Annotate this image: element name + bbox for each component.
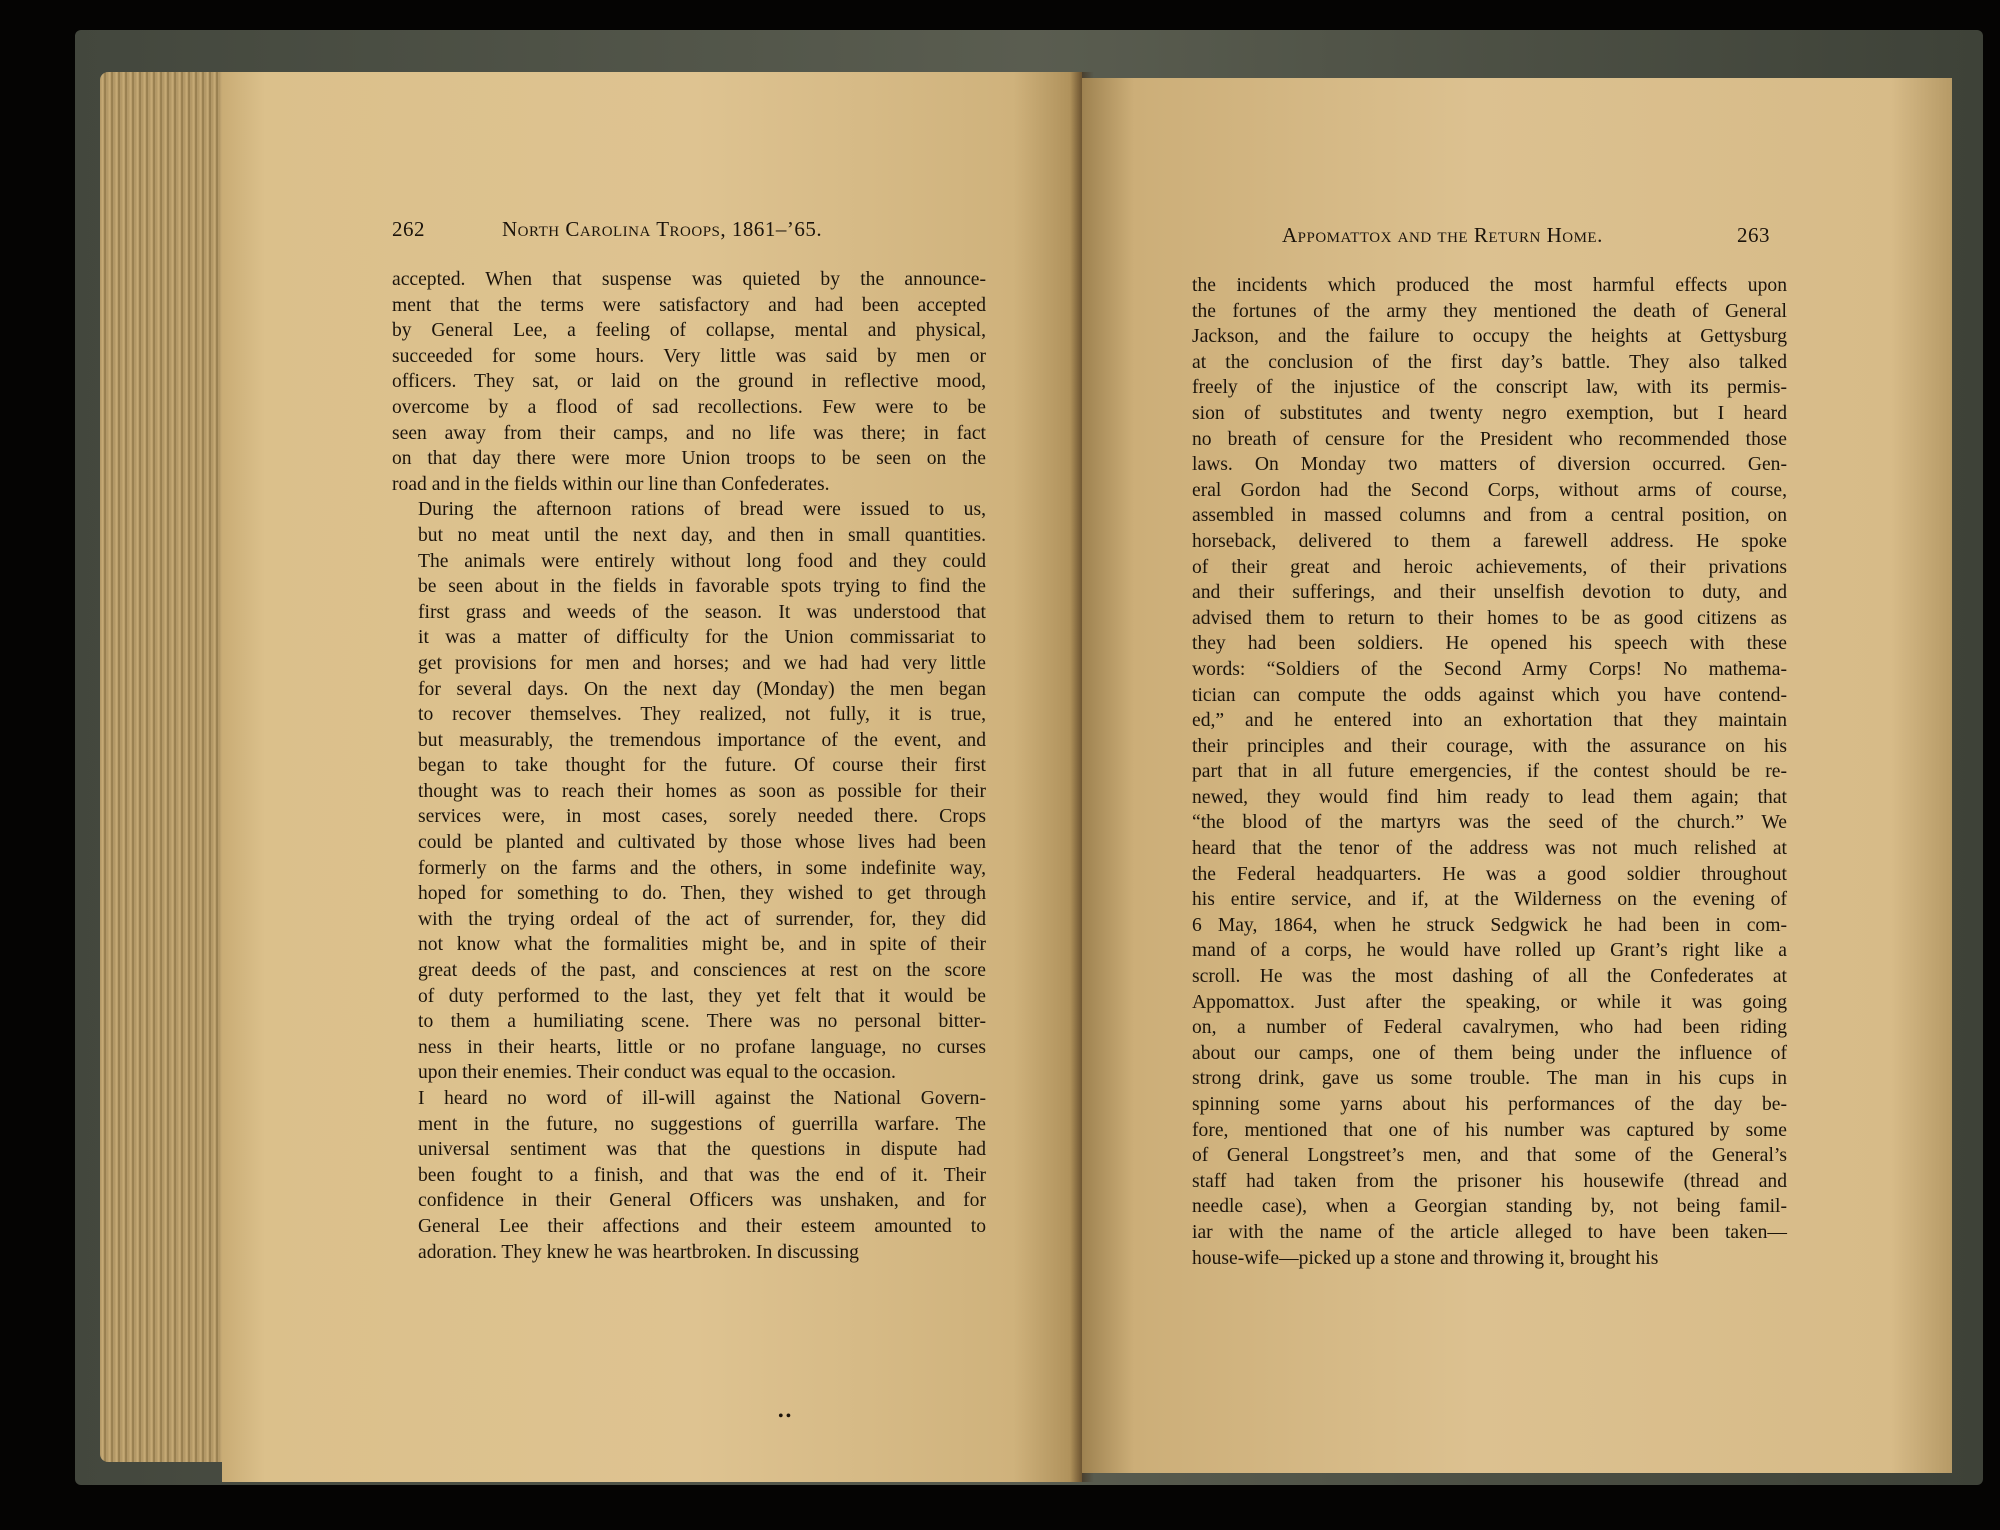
text-line: hoped for something to do. Then, they wished to get through	[418, 883, 986, 905]
text-line: 6 May, 1864, when he struck Sedgwick he had been in com-	[1192, 914, 1787, 936]
paragraph	[1192, 273, 1787, 1271]
text-line: fore, mentioned that one of his number was captured by some	[1192, 1119, 1787, 1141]
right-page-number: 263	[1737, 223, 1770, 247]
text-line: the Federal headquarters. He was a good soldier throughout	[1192, 863, 1787, 885]
text-line: staff had taken from the prisoner his housewife (thread and	[1192, 1170, 1787, 1192]
text-line: could be planted and cultivated by those whose lives had been	[418, 832, 986, 854]
text-line: their principles and their courage, with the assurance on his	[1192, 735, 1787, 757]
paragraph	[392, 267, 986, 497]
text-line: confidence in their General Officers was unshaken, and for	[418, 1190, 986, 1212]
text-line: The animals were entirely without long food and they could	[418, 550, 986, 572]
page-footer-mark: ••	[778, 1408, 794, 1425]
text-line: Jackson, and the failure to occupy the heights at Gettysburg	[1192, 326, 1787, 348]
text-line: began to take thought for the future. Of course their first	[418, 755, 986, 777]
text-line: formerly on the farms and the others, in some indefinite way,	[418, 857, 986, 879]
text-line: freely of the injustice of the conscript law, with its permis-	[1192, 377, 1787, 399]
right-page-text	[1192, 273, 1787, 1271]
text-line: but no meat until the next day, and then in small quantities.	[418, 524, 986, 546]
text-line: ment that the terms were satisfactory and had been accepted	[392, 294, 986, 316]
text-line: upon their enemies. Their conduct was equal to the occasion.	[418, 1062, 896, 1084]
text-line: they had been soldiers. He opened his speech with these	[1192, 633, 1787, 655]
page-edges	[100, 72, 230, 1462]
text-line: by General Lee, a feeling of collapse, mental and physical,	[392, 320, 986, 342]
text-line: on that day there were more Union troops to be seen on the	[392, 448, 986, 470]
text-line: for several days. On the next day (Monday) the men began	[418, 678, 986, 700]
text-line: During the afternoon rations of bread were issued to us,	[418, 499, 986, 521]
left-running-title: North Carolina Troops, 1861–’65.	[502, 217, 823, 241]
text-line: I heard no word of ill-will against the National Govern-	[418, 1088, 986, 1109]
text-line: ness in their hearts, little or no profane language, no curses	[418, 1036, 986, 1058]
text-line: eral Gordon had the Second Corps, without arms of course,	[1192, 479, 1787, 501]
text-line: iar with the name of the article alleged to have been taken—	[1192, 1221, 1787, 1243]
left-page-text	[392, 267, 986, 1265]
text-line: succeeded for some hours. Very little was said by men or	[392, 345, 986, 367]
text-line: mand of a corps, he would have rolled up Grant’s right like a	[1192, 940, 1787, 962]
text-line: it was a matter of difficulty for the Union commissariat to	[418, 627, 986, 649]
left-page	[222, 72, 1082, 1482]
text-line: great deeds of the past, and consciences at rest on the score	[418, 960, 986, 982]
text-line: at the conclusion of the first day’s battle. They also talked	[1192, 351, 1787, 373]
text-line: thought was to reach their homes as soon as possible for their	[418, 780, 986, 802]
text-line: no breath of censure for the President who recommended those	[1192, 428, 1787, 450]
text-line: General Lee their affections and their esteem amounted to	[418, 1215, 986, 1237]
text-line: universal sentiment was that the questions in dispute had	[418, 1139, 986, 1161]
right-running-title: Appomattox and the Return Home.	[1282, 223, 1603, 247]
text-line: sion of substitutes and twenty negro exemption, but I heard	[1192, 402, 1787, 424]
text-line: needle case), when a Georgian standing by, not being famil-	[1192, 1196, 1787, 1218]
text-line: but measurably, the tremendous importance of the event, and	[418, 729, 986, 751]
text-line: Appomattox. Just after the speaking, or while it was going	[1192, 991, 1787, 1013]
text-line: road and in the fields within our line than Confederates.	[392, 473, 830, 495]
text-line: services were, in most cases, sorely needed there. Crops	[418, 806, 986, 828]
text-line: advised them to return to their homes to be as good citizens as	[1192, 607, 1787, 629]
text-line: with the trying ordeal of the act of surrender, for, they did	[418, 908, 986, 930]
text-line: be seen about in the fields in favorable spots trying to find the	[418, 576, 986, 598]
text-line: laws. On Monday two matters of diversion occurred. Gen-	[1192, 454, 1787, 476]
paragraph	[392, 497, 986, 1086]
text-line: house-wife—picked up a stone and throwing it, brought his	[1192, 1247, 1659, 1269]
text-line: accepted. When that suspense was quieted by the announce-	[392, 269, 986, 290]
text-line: of General Longstreet’s men, and that some of the General’s	[1192, 1145, 1787, 1167]
text-line: of duty performed to the last, they yet felt that it would be	[418, 985, 986, 1007]
text-line: first grass and weeds of the season. It was understood that	[418, 601, 986, 623]
text-line: seen away from their camps, and no life was there; in fact	[392, 422, 986, 444]
text-line: tician can compute the odds against which you have contend-	[1192, 684, 1787, 706]
left-page-number: 262	[392, 217, 425, 241]
text-line: about our camps, one of them being under the influence of	[1192, 1042, 1787, 1064]
text-line: ment in the future, no suggestions of guerrilla warfare. The	[418, 1113, 986, 1135]
text-line: spinning some yarns about his performances of the day be-	[1192, 1094, 1787, 1115]
text-line: not know what the formalities might be, and in spite of their	[418, 934, 986, 956]
text-line: overcome by a flood of sad recollections. Few were to be	[392, 396, 986, 418]
right-page	[1082, 78, 1952, 1473]
text-line: the incidents which produced the most harmful effects upon	[1192, 275, 1787, 296]
text-line: been fought to a finish, and that was the end of it. Their	[418, 1164, 986, 1186]
text-line: on, a number of Federal cavalrymen, who had been riding	[1192, 1017, 1787, 1039]
text-line: newed, they would find him ready to lead them again; that	[1192, 786, 1787, 808]
text-line: officers. They sat, or laid on the ground in reflective mood,	[392, 371, 986, 393]
text-line: the fortunes of the army they mentioned the death of General	[1192, 300, 1787, 322]
text-line: horseback, delivered to them a farewell address. He spoke	[1192, 530, 1787, 552]
text-line: his entire service, and if, at the Wilderness on the evening of	[1192, 889, 1787, 911]
text-line: ed,” and he entered into an exhortation that they maintain	[1192, 710, 1787, 732]
text-line: to them a humiliating scene. There was no personal bitter-	[418, 1011, 986, 1033]
paragraph	[392, 1086, 986, 1265]
text-line: and their sufferings, and their unselfish devotion to duty, and	[1192, 582, 1787, 604]
text-line: words: “Soldiers of the Second Army Corps! No mathema-	[1192, 658, 1787, 680]
text-line: adoration. They knew he was heartbroken. In discussing	[418, 1241, 859, 1263]
text-line: get provisions for men and horses; and we had had very little	[418, 652, 986, 674]
text-line: assembled in massed columns and from a central position, on	[1192, 505, 1787, 527]
text-line: strong drink, gave us some trouble. The man in his cups in	[1192, 1068, 1787, 1090]
text-line: scroll. He was the most dashing of all the Confederates at	[1192, 966, 1787, 988]
text-line: heard that the tenor of the address was not much relished at	[1192, 838, 1787, 860]
text-line: “the blood of the martyrs was the seed of the church.” We	[1192, 812, 1787, 834]
text-line: to recover themselves. They realized, not fully, it is true,	[418, 704, 986, 726]
text-line: part that in all future emergencies, if the contest should be re-	[1192, 761, 1787, 783]
text-line: of their great and heroic achievements, of their privations	[1192, 556, 1787, 578]
